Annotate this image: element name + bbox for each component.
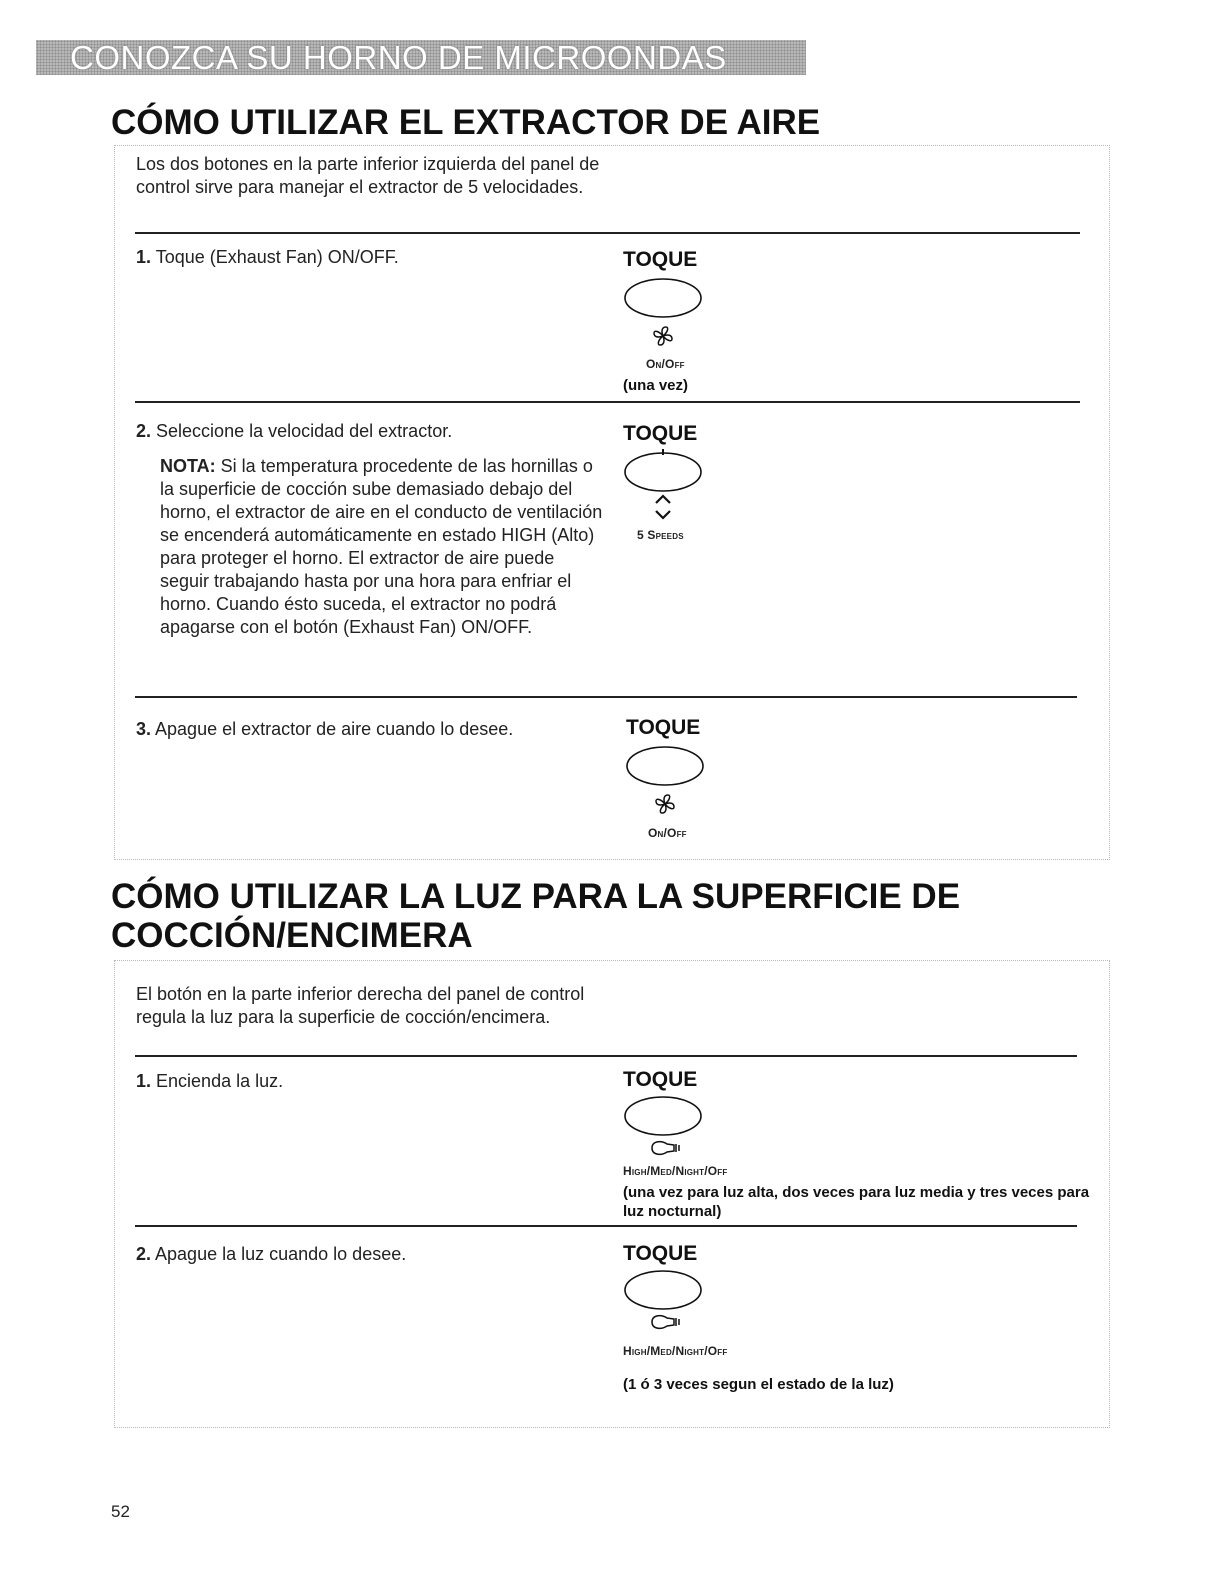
step-number: 2. xyxy=(136,421,152,441)
light-bulb-icon xyxy=(652,1142,679,1155)
step-text: Toque (Exhaust Fan) ON/OFF. xyxy=(155,247,399,267)
step-text: Apague el extractor de aire cuando lo desee. xyxy=(155,719,514,739)
step-text: Apague la luz cuando lo desee. xyxy=(155,1244,407,1264)
toque-label: TOQUE xyxy=(623,422,698,445)
light-step-2 xyxy=(136,1243,606,1266)
light-step-1 xyxy=(136,1070,606,1093)
press-hint: (1 ó 3 veces segun el estado de la luz) xyxy=(623,1376,894,1393)
toque-label: TOQUE xyxy=(626,716,701,739)
step-number: 1. xyxy=(136,1071,152,1091)
light-section-title-line-2: COCCIÓN/ENCIMERA xyxy=(111,916,473,955)
cooktop-light-button[interactable] xyxy=(622,1096,712,1162)
light-intro: El botón en la parte inferior derecha del panel de control regula la luz para la superficie de cocción/encimera. xyxy=(136,984,585,1027)
page-number: 52 xyxy=(111,1502,130,1521)
key-label-high-med-night-off: High/Med/Night/Off xyxy=(623,1164,728,1178)
step-number: 1. xyxy=(136,247,152,267)
step-text: Seleccione la velocidad del extractor. xyxy=(156,421,453,441)
fan-speed-button[interactable] xyxy=(622,448,712,530)
key-label-high-med-night-off: High/Med/Night/Off xyxy=(623,1344,728,1358)
fan-step-3 xyxy=(136,718,606,741)
toque-label: TOQUE xyxy=(623,248,698,271)
key-label-on-off: On/Off xyxy=(646,357,685,371)
light-bulb-icon xyxy=(652,1316,679,1329)
toque-label: TOQUE xyxy=(623,1068,698,1091)
divider xyxy=(135,1225,1077,1227)
step-number: 2. xyxy=(136,1244,152,1264)
fan-intro: Los dos botones en la parte inferior izquierda del panel de control sirve para manejar el extractor de 5 velocidades. xyxy=(136,154,600,197)
light-section-title-line-1: CÓMO UTILIZAR LA LUZ PARA LA SUPERFICIE DE xyxy=(111,877,961,916)
exhaust-fan-on-off-button[interactable] xyxy=(622,278,712,356)
divider xyxy=(135,232,1080,234)
divider xyxy=(135,1055,1077,1057)
step-number: 3. xyxy=(136,719,152,739)
note-label: NOTA: xyxy=(160,456,216,476)
key-label-5-speeds: 5 Speeds xyxy=(637,528,684,542)
up-down-arrows-icon xyxy=(656,496,670,518)
cooktop-light-button[interactable] xyxy=(622,1270,712,1336)
step-text: Encienda la luz. xyxy=(156,1071,284,1091)
fan-icon xyxy=(656,795,674,813)
divider xyxy=(135,696,1077,698)
key-label-on-off: On/Off xyxy=(648,826,687,840)
note-text: Si la temperatura procedente de las hornillas o la superficie de cocción sube demasiado debajo del horno, el extractor de aire en el conducto de ventilación se encenderá automáticamente en estado HIGH (Alto) para proteger el horno. El extractor de aire puede seguir trabajando hasta por una hora para enfriar el horno. Cuando ésto suceda, el extractor no podrá apagarse con el botón (Exhaust Fan) ON/OFF. xyxy=(160,456,603,637)
exhaust-fan-on-off-button[interactable] xyxy=(624,746,714,824)
fan-icon xyxy=(654,327,672,345)
section-banner xyxy=(36,40,806,75)
divider xyxy=(135,401,1080,403)
fan-section-title: CÓMO UTILIZAR EL EXTRACTOR DE AIRE xyxy=(111,103,821,142)
toque-label: TOQUE xyxy=(623,1242,698,1265)
banner-title: CONOZCA SU HORNO DE MICROONDAS xyxy=(70,40,727,75)
press-hint: (una vez) xyxy=(623,377,689,394)
fan-note xyxy=(160,455,605,639)
fan-step-2 xyxy=(136,420,606,443)
press-hint: (una vez para luz alta, dos veces para luz media y tres veces para luz nocturnal) xyxy=(623,1184,1090,1220)
fan-step-1 xyxy=(136,246,606,269)
